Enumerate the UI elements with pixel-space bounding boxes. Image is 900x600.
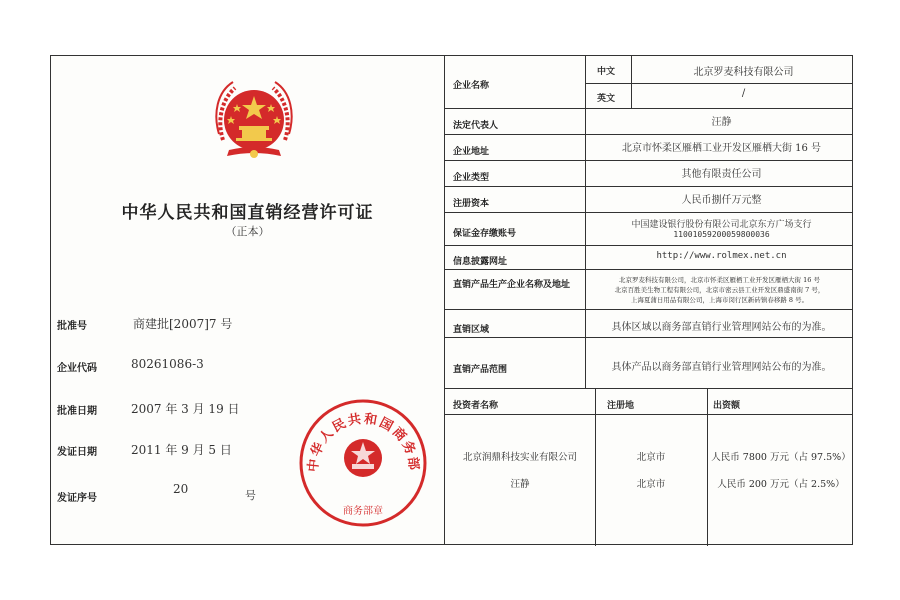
type-row	[445, 161, 852, 187]
address-value: 北京市怀柔区雁栖工业开发区雁栖大街 16 号	[621, 143, 822, 154]
license-document	[50, 55, 853, 545]
investor-name: 北京润鼎科技实业有限公司	[462, 452, 577, 463]
producer-line: 北京罗麦科技有限公司，北京市怀柔区雁栖工业开发区雁栖大街 16 号	[619, 276, 820, 284]
producer-label: 直销产品生产企业名称及地址	[453, 280, 571, 290]
capital-value: 人民币捌仟万元整	[681, 195, 762, 206]
investor-amount: 人民币 7800 万元（占 97.5%）	[711, 452, 851, 463]
capital-label: 注册资本	[453, 199, 490, 209]
legal-rep-row	[445, 109, 852, 135]
range-label: 直销产品范围	[453, 365, 508, 375]
investor-name: 汪静	[510, 479, 530, 490]
website-link[interactable]: http://www.rolmex.net.cn	[656, 251, 787, 261]
approval-number-value: 商建批[2007]7 号	[133, 317, 233, 331]
national-emblem-icon	[211, 74, 297, 166]
en-value: /	[741, 88, 746, 99]
address-label: 企业地址	[453, 147, 490, 157]
cn-value: 北京罗麦科技有限公司	[693, 67, 794, 78]
reg-place-header: 注册地	[607, 401, 635, 411]
enterprise-code-value: 80261086-3	[131, 357, 204, 371]
approval-date-value: 2007 年 3 月 19 日	[131, 402, 240, 416]
range-value: 具体产品以商务部直销行业管理网站公布的为准。	[611, 362, 832, 373]
investor-row	[445, 476, 852, 496]
page-title: 中华人民共和国直销经营许可证	[121, 203, 374, 223]
cn-label: 中文	[597, 67, 616, 77]
issue-serial-value: 20	[173, 482, 189, 496]
contribution-header: 出资额	[713, 401, 741, 411]
deposit-label: 保证金存缴账号	[453, 229, 517, 239]
producer-row	[445, 270, 852, 310]
legal-rep-value: 汪静	[711, 117, 732, 128]
region-row	[445, 310, 852, 338]
address-row	[445, 135, 852, 161]
en-label: 英文	[597, 94, 616, 104]
investor-header: 投资者名称	[453, 401, 499, 411]
website-label: 信息披露网址	[453, 257, 508, 267]
issue-serial-suffix: 号	[245, 489, 256, 502]
investor-place: 北京市	[636, 452, 666, 463]
investor-amount: 人民币 200 万元（占 2.5%）	[717, 479, 845, 490]
approval-number-row	[51, 314, 444, 334]
range-row	[445, 338, 852, 389]
investor-header-row	[445, 389, 852, 415]
region-value: 具体区域以商务部直销行业管理网站公布的为准。	[611, 322, 832, 333]
issue-date-label: 发证日期	[57, 447, 97, 458]
info-table	[445, 56, 852, 544]
deposit-row	[445, 213, 852, 246]
website-row	[445, 246, 852, 270]
producer-line: 上海夏蒲日用品有限公司，上海市闵行区新砖镇春移路 8 号。	[630, 296, 809, 304]
enterprise-code-label: 企业代码	[57, 363, 97, 374]
seal-bottom-text: 商务部章	[343, 506, 383, 517]
investor-place: 北京市	[636, 479, 666, 490]
producer-line: 北京百胜美生物工程有限公司，北京市密云县工业开发区鼎盛南街 7 号，	[614, 286, 825, 294]
left-panel	[51, 56, 444, 544]
seal-arc-text: 中华人民共和国商务部	[306, 411, 421, 473]
investor-row	[445, 449, 852, 469]
region-label: 直销区域	[453, 325, 490, 335]
capital-row	[445, 187, 852, 213]
enterprise-code-row	[51, 356, 444, 376]
type-value: 其他有限责任公司	[681, 169, 762, 180]
ministry-seal-icon	[296, 396, 431, 531]
page-subtitle: （正本）	[225, 225, 270, 238]
type-label: 企业类型	[453, 173, 490, 183]
approval-date-label: 批准日期	[57, 406, 97, 417]
company-name-row	[445, 56, 852, 109]
legal-rep-label: 法定代表人	[453, 121, 499, 131]
issue-serial-label: 发证序号	[57, 493, 97, 504]
issue-date-value: 2011 年 9 月 5 日	[131, 443, 232, 457]
approval-number-label: 批准号	[57, 321, 87, 332]
deposit-line2: 11001059200059800036	[673, 230, 770, 239]
company-name-label: 企业名称	[453, 81, 490, 91]
deposit-line1: 中国建设银行股份有限公司北京东方广场支行	[631, 220, 812, 230]
producer-list	[591, 275, 848, 305]
